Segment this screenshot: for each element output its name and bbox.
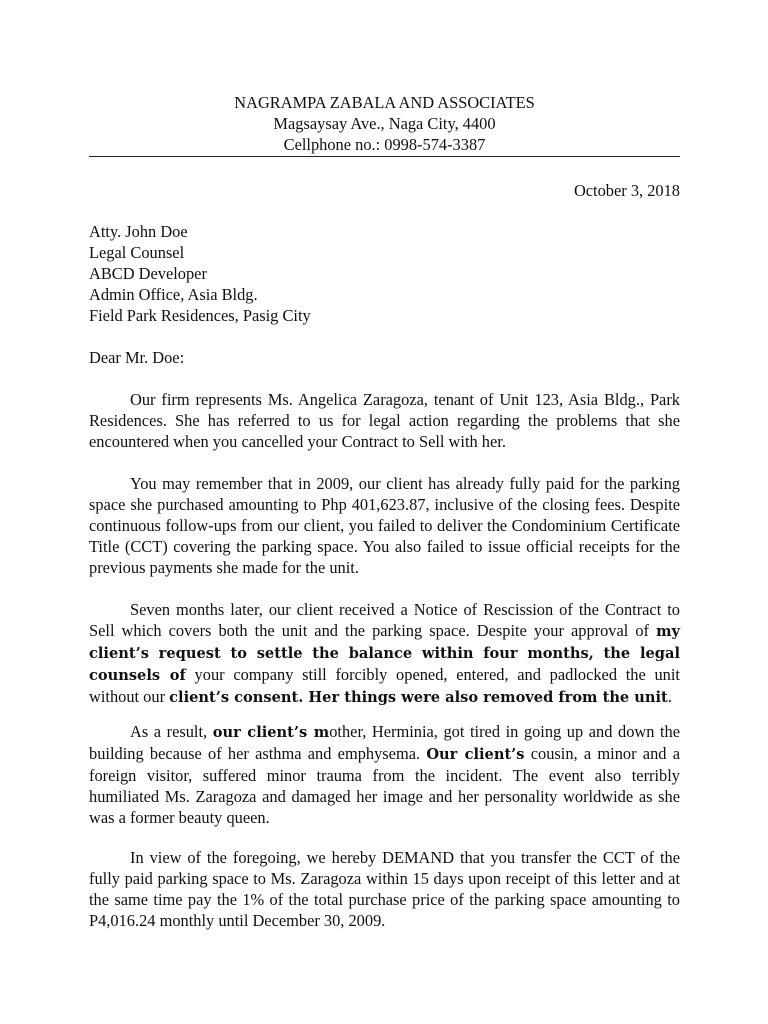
paragraph-2: You may remember that in 2009, our client has already fully paid for the parking space she purchased amounting to Php 401,623.87, inclusive of the closing fees. Despite continuous follow-ups from our client, you failed to deliver the Condominium Certificate Title (CCT) covering the parking space. You also failed to issue official receipts for the previous payments she made for the unit. [89, 474, 680, 577]
paragraph-4-text: cousin, a minor and a foreign visitor, suffered minor trauma from the incident. The event also terribly humiliated Ms. Zaragoza and damaged her image and her personality worldwide as she was a former beauty queen. [89, 744, 680, 827]
firm-name: NAGRAMPA ZABALA AND ASSOCIATES [234, 93, 535, 112]
paragraph-1: Our firm represents Ms. Angelica Zaragoza, tenant of Unit 123, Asia Bldg., Park Residences. She has referred to us for legal action regarding the problems that she encountered when you cancelled your Contract to Sell with her. [89, 390, 680, 451]
letterhead-divider [89, 156, 680, 157]
paragraph-4-text: As a result, [130, 722, 213, 741]
paragraph-3-emphasis: my client’s request to settle the balance within four months, the legal counsels of [89, 623, 680, 684]
addressee-name: Atty. John Doe [89, 222, 188, 241]
paragraph-3-text: . [667, 687, 672, 706]
salutation: Dear Mr. Doe: [89, 348, 185, 367]
letterhead [89, 92, 680, 155]
paragraph-4-emphasis: Our client’s [426, 746, 525, 763]
firm-phone: Cellphone no.: 0998-574-3387 [283, 135, 486, 154]
paragraph-3-text: Seven months later, our client received a Notice of Rescission of the Contract to Sell which covers both the unit and the parking space. Despite your approval of [89, 600, 680, 640]
paragraph-3 [89, 599, 680, 708]
paragraph-5: In view of the foregoing, we hereby DEMAND that you transfer the CCT of the fully paid parking space to Ms. Zaragoza within 15 days upon receipt of this letter and at the same time pay the 1% of the total purchase price of the parking space amounting to P4,016.24 monthly until December 30, 2009. [89, 848, 680, 930]
paragraph-4-text: other, Herminia, got tired in going up and down the building because of her asthma and emphysema. [89, 722, 681, 763]
paragraph-3-emphasis: client’s consent. Her things were also removed from the unit [169, 689, 668, 706]
paragraph-4 [89, 721, 680, 828]
firm-address: Magsaysay Ave., Naga City, 4400 [273, 114, 496, 133]
addressee-block [89, 221, 311, 326]
letter-date: October 3, 2018 [573, 181, 680, 200]
paragraph-3-text: your company still forcibly opened, entered, and padlocked the unit without our [89, 665, 680, 706]
addressee-office: Admin Office, Asia Bldg. [89, 285, 258, 304]
addressee-company: ABCD Developer [89, 264, 207, 283]
addressee-location: Field Park Residences, Pasig City [89, 306, 311, 325]
addressee-title: Legal Counsel [89, 243, 185, 262]
paragraph-4-emphasis: our client’s m [212, 724, 330, 741]
